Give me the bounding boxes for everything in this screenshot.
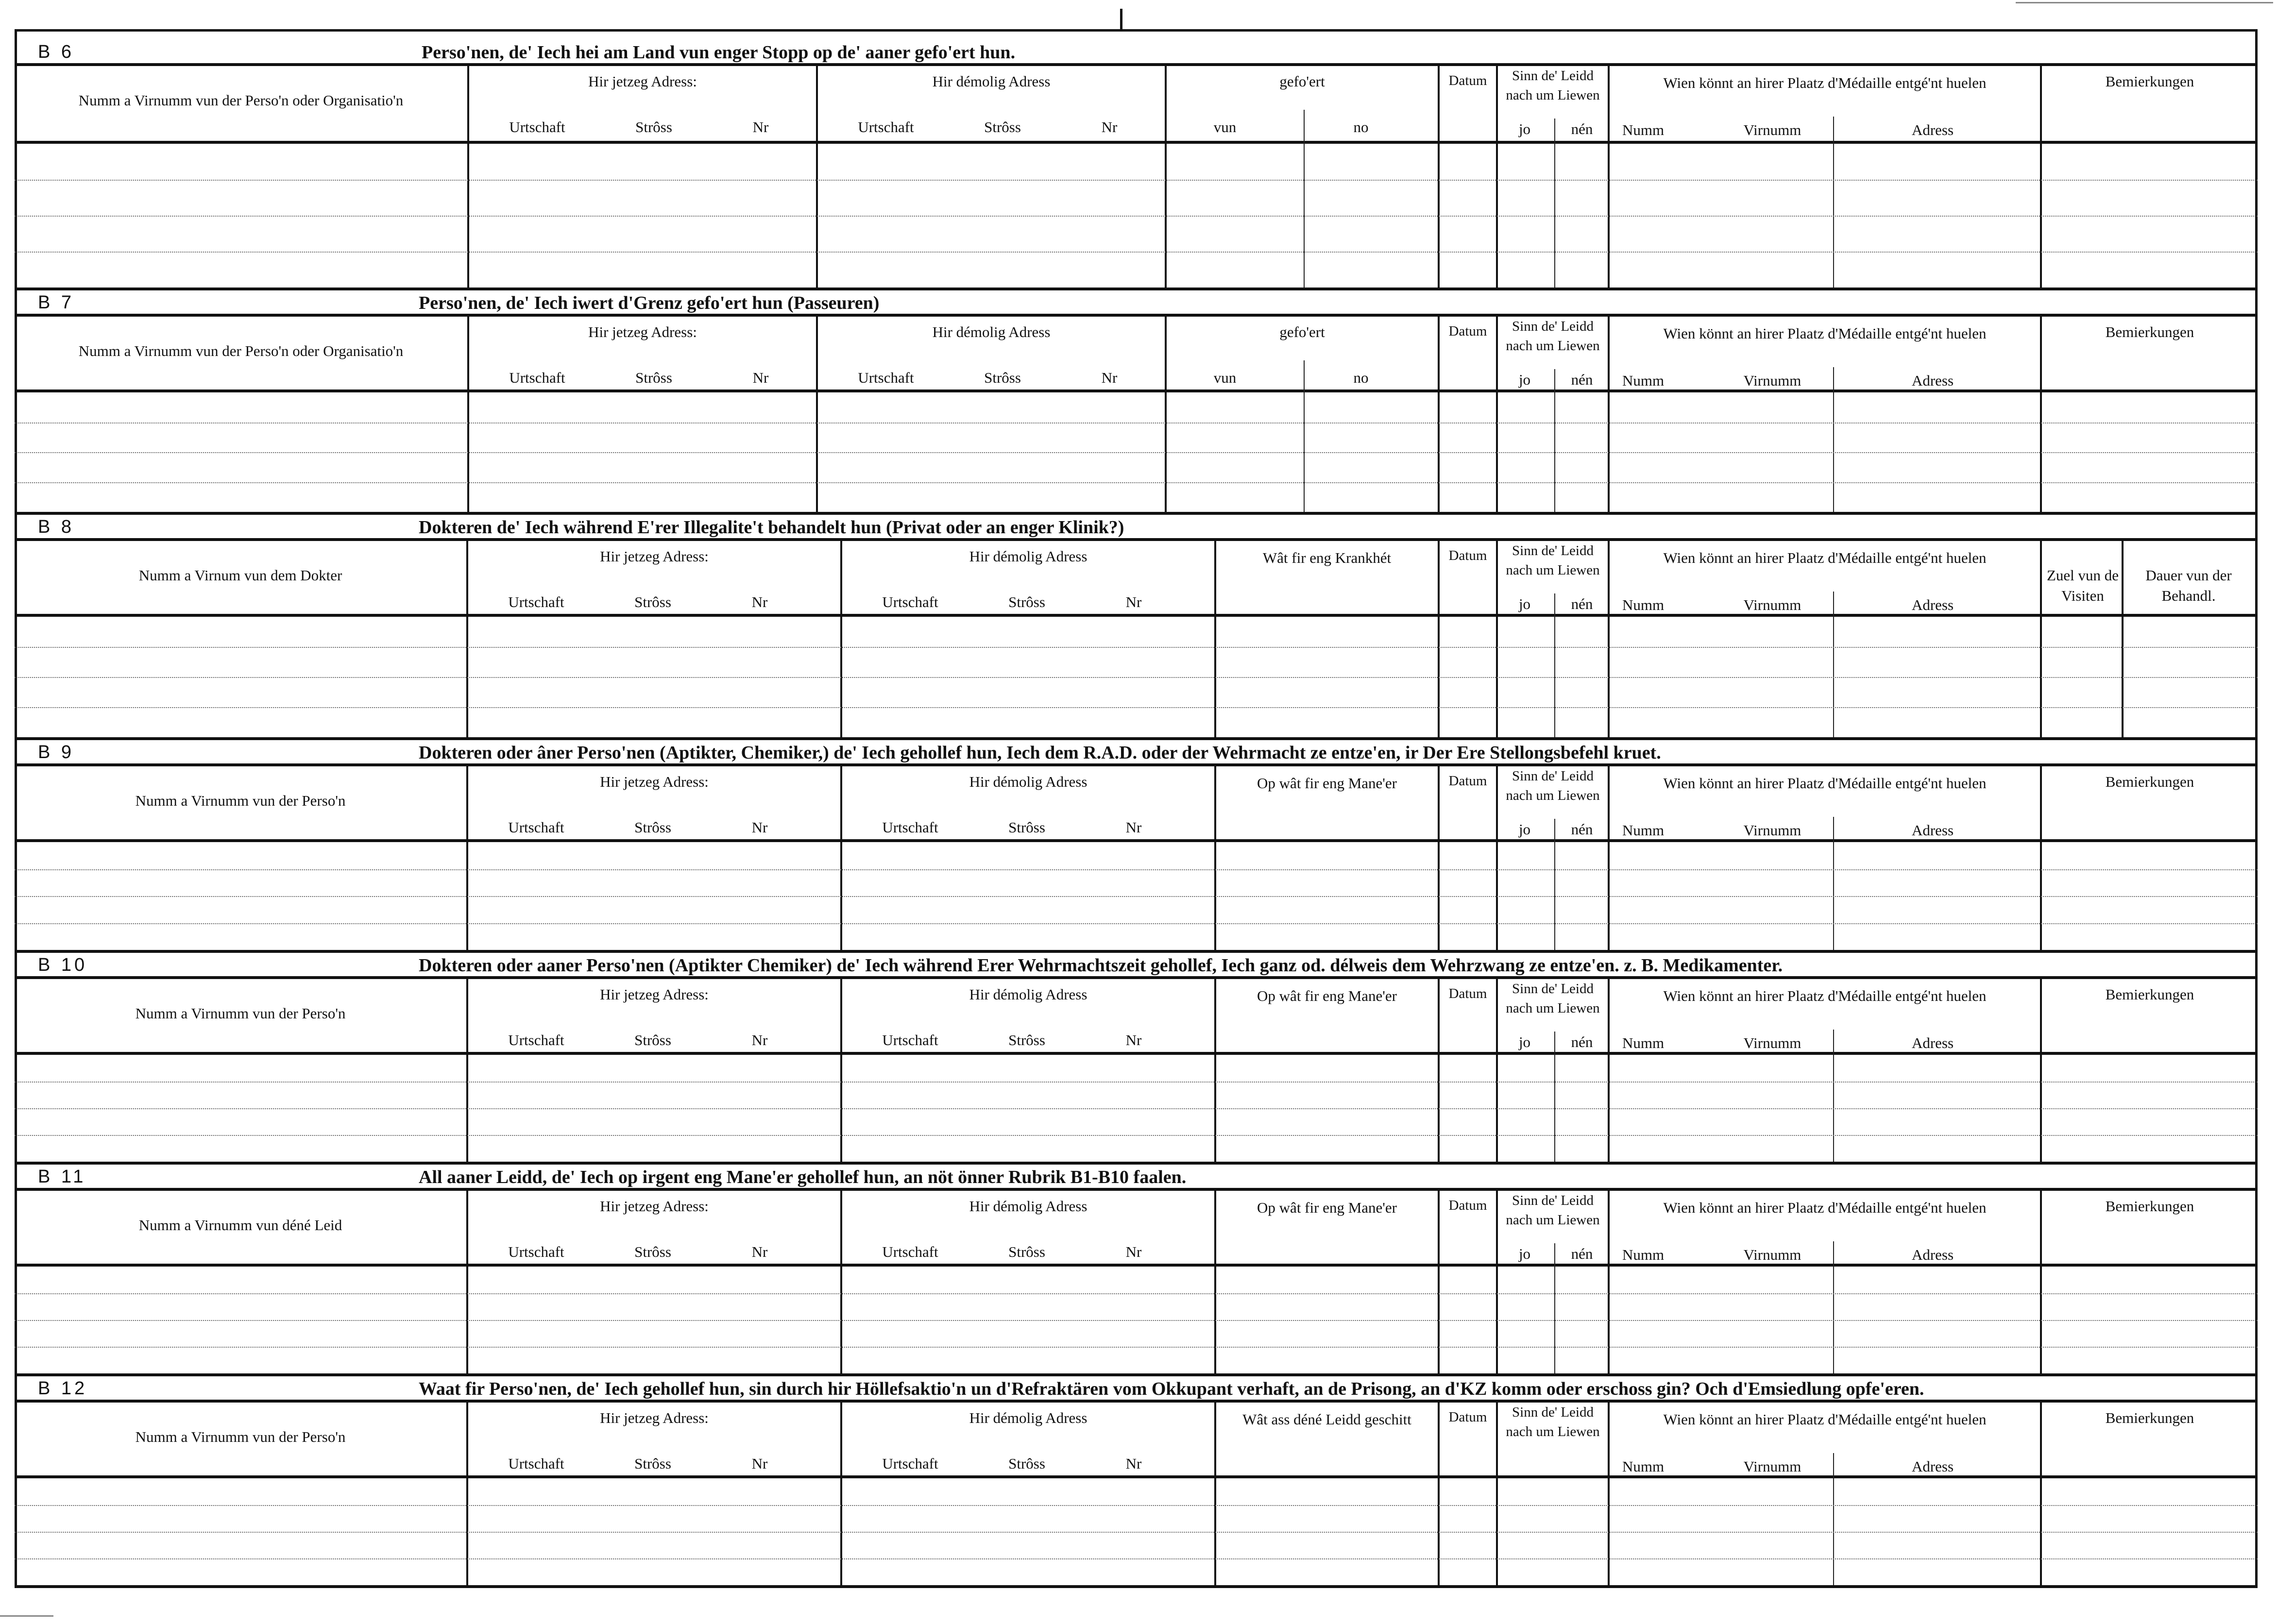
current-address-header: Hir jetzeg Adress: bbox=[588, 323, 697, 340]
from-to-divider bbox=[1304, 110, 1305, 288]
section-b6 bbox=[15, 40, 2258, 290]
section-title: Waat fir Perso'nen, de' Iech gehollef hun, sin durch hir Höllefsaktio'n un d'Refraktären vom Okkupant verhaft, an de Prisong, an d'KZ komm oder erschoss gin? Och d'Emsiedlung opfe'eren. bbox=[419, 1379, 1924, 1399]
yes-no-divider bbox=[1554, 1243, 1555, 1373]
alive-header: Sinn de' Leidd nach um Liewen bbox=[1506, 319, 1600, 354]
former-place-label: Urtschaft bbox=[882, 593, 938, 610]
section-title: Perso'nen, de' Iech iwert d'Grenz gefo'ert hun (Passeuren) bbox=[419, 293, 880, 313]
current-nr-label: Nr bbox=[751, 1455, 768, 1472]
column-divider bbox=[1214, 1191, 1216, 1373]
current-nr-label: Nr bbox=[751, 1032, 768, 1049]
column-divider bbox=[2040, 1403, 2042, 1585]
date-header: Datum bbox=[1448, 773, 1487, 789]
column-divider bbox=[816, 66, 818, 288]
current-nr-label: Nr bbox=[751, 593, 768, 610]
yes-no-divider bbox=[1554, 593, 1555, 737]
former-place-label: Urtschaft bbox=[882, 1243, 938, 1260]
section-b12 bbox=[15, 1376, 2258, 1588]
column-divider bbox=[466, 766, 468, 950]
former-address-header: Hir démolig Adress bbox=[969, 773, 1088, 790]
entry-line[interactable] bbox=[15, 1135, 2258, 1136]
medal-address-label: Adress bbox=[1911, 121, 1954, 138]
entry-line[interactable] bbox=[15, 1347, 2258, 1348]
former-address-header: Hir démolig Adress bbox=[969, 1198, 1088, 1215]
third-column-header: Wât ass déné Leidd geschitt bbox=[1242, 1411, 1411, 1428]
section-code: B 10 bbox=[38, 955, 88, 975]
to-label: no bbox=[1353, 369, 1369, 386]
alive-no-label: nén bbox=[1571, 371, 1593, 388]
medal-name-label: Numm bbox=[1622, 822, 1665, 839]
former-address-header: Hir démolig Adress bbox=[969, 1409, 1088, 1426]
column-divider bbox=[1496, 979, 1498, 1162]
alive-yes-label: jo bbox=[1518, 821, 1531, 838]
remarks-header: Bemierkungen bbox=[2105, 73, 2194, 90]
duration-header: Dauer vun der Behandl. bbox=[2145, 567, 2232, 604]
former-place-label: Urtschaft bbox=[882, 1032, 938, 1049]
person-column-header: Numm a Virnum vun dem Dokter bbox=[138, 567, 342, 584]
current-place-label: Urtschaft bbox=[508, 819, 564, 836]
entry-line[interactable] bbox=[15, 1558, 2258, 1559]
column-divider bbox=[1608, 979, 1610, 1162]
entry-line[interactable] bbox=[15, 482, 2258, 483]
former-address-header: Hir démolig Adress bbox=[932, 73, 1051, 90]
section-b8 bbox=[15, 515, 2258, 740]
current-street-label: Strôss bbox=[634, 593, 671, 610]
former-street-label: Strôss bbox=[984, 369, 1021, 386]
column-header-rule bbox=[15, 839, 2258, 842]
top-center-mark bbox=[1120, 9, 1122, 31]
transport-header: gefo'ert bbox=[1279, 323, 1325, 340]
current-place-label: Urtschaft bbox=[508, 1455, 564, 1472]
former-address-header: Hir démolig Adress bbox=[932, 323, 1051, 340]
medal-name-label: Numm bbox=[1622, 1246, 1665, 1263]
alive-header: Sinn de' Leidd nach um Liewen bbox=[1506, 981, 1600, 1016]
medal-name-label: Numm bbox=[1622, 121, 1665, 138]
from-to-divider bbox=[1304, 360, 1305, 512]
column-header-rule bbox=[15, 1264, 2258, 1267]
column-divider bbox=[1608, 766, 1610, 950]
current-address-header: Hir jetzeg Adress: bbox=[600, 548, 709, 565]
alive-yes-label: jo bbox=[1518, 371, 1531, 388]
current-place-label: Urtschaft bbox=[509, 118, 565, 135]
current-place-label: Urtschaft bbox=[508, 1032, 564, 1049]
firstname-address-divider bbox=[1833, 817, 1834, 950]
transport-header: gefo'ert bbox=[1279, 73, 1325, 90]
column-divider bbox=[1165, 66, 1167, 288]
former-nr-label: Nr bbox=[1125, 1032, 1142, 1049]
medal-firstname-label: Virnumm bbox=[1743, 1458, 1801, 1475]
column-divider bbox=[466, 979, 468, 1162]
section-header-rule bbox=[15, 538, 2258, 541]
medal-address-label: Adress bbox=[1911, 596, 1954, 613]
section-header-rule bbox=[15, 763, 2258, 766]
section-header-rule bbox=[15, 1400, 2258, 1403]
former-address-header: Hir démolig Adress bbox=[969, 548, 1088, 565]
firstname-address-divider bbox=[1833, 117, 1834, 288]
yes-no-divider bbox=[1554, 1032, 1555, 1162]
firstname-address-divider bbox=[1833, 1030, 1834, 1162]
medal-firstname-label: Virnumm bbox=[1743, 1246, 1801, 1263]
entry-line[interactable] bbox=[15, 1532, 2258, 1533]
column-divider bbox=[2040, 766, 2042, 950]
firstname-address-divider bbox=[1833, 367, 1834, 512]
bottom-edge-rule bbox=[0, 1615, 53, 1617]
section-code: B 7 bbox=[38, 292, 75, 313]
entry-line[interactable] bbox=[15, 216, 2258, 217]
former-place-label: Urtschaft bbox=[882, 1455, 938, 1472]
former-nr-label: Nr bbox=[1125, 593, 1142, 610]
column-divider bbox=[840, 979, 842, 1162]
alive-yes-label: jo bbox=[1518, 1245, 1531, 1262]
current-address-header: Hir jetzeg Adress: bbox=[600, 1409, 709, 1426]
alive-no-label: nén bbox=[1571, 1033, 1593, 1050]
former-nr-label: Nr bbox=[1125, 1455, 1142, 1472]
column-divider bbox=[1608, 1191, 1610, 1373]
former-street-label: Strôss bbox=[1008, 593, 1045, 610]
date-header: Datum bbox=[1448, 986, 1487, 1001]
current-street-label: Strôss bbox=[635, 369, 672, 386]
former-nr-label: Nr bbox=[1125, 819, 1142, 836]
section-header-rule bbox=[15, 314, 2258, 317]
section-b9 bbox=[15, 740, 2258, 953]
entry-line[interactable] bbox=[15, 1320, 2258, 1321]
column-divider bbox=[466, 1403, 468, 1585]
firstname-address-divider bbox=[1833, 592, 1834, 737]
former-place-label: Urtschaft bbox=[858, 369, 914, 386]
section-code: B 8 bbox=[38, 517, 75, 537]
alive-header: Sinn de' Leidd nach um Liewen bbox=[1506, 543, 1600, 578]
third-column-header: Op wât fir eng Mane'er bbox=[1257, 775, 1397, 792]
entry-line[interactable] bbox=[15, 452, 2258, 453]
former-nr-label: Nr bbox=[1125, 1243, 1142, 1260]
medal-address-label: Adress bbox=[1911, 822, 1954, 839]
entry-line[interactable] bbox=[15, 647, 2258, 648]
column-divider bbox=[2040, 1191, 2042, 1373]
alive-yes-label: jo bbox=[1518, 1033, 1531, 1050]
section-header-rule bbox=[15, 1188, 2258, 1191]
former-nr-label: Nr bbox=[1101, 369, 1118, 386]
column-header-rule bbox=[15, 614, 2258, 617]
current-street-label: Strôss bbox=[635, 118, 672, 135]
column-divider bbox=[1438, 66, 1440, 288]
section-bottom-rule bbox=[15, 1585, 2258, 1588]
medal-firstname-label: Virnumm bbox=[1743, 1034, 1801, 1051]
column-divider bbox=[1496, 66, 1498, 288]
current-address-header: Hir jetzeg Adress: bbox=[588, 73, 697, 90]
current-address-header: Hir jetzeg Adress: bbox=[600, 1198, 709, 1215]
section-title: Dokteren oder aaner Perso'nen (Aptikter Chemiker) de' Iech während Erer Wehrmachtszeit gehollef, Iech ganz od. délweis dem Wehrzwang ze entze'en. z. B. Medikamenter. bbox=[419, 955, 1783, 976]
current-street-label: Strôss bbox=[634, 819, 671, 836]
column-divider bbox=[466, 1191, 468, 1373]
from-label: vun bbox=[1213, 118, 1237, 135]
entry-line[interactable] bbox=[15, 1505, 2258, 1506]
date-header: Datum bbox=[1448, 323, 1487, 339]
section-title: Dokteren de' Iech während E'rer Illegalite't behandelt hun (Privat oder an enger Klinik?) bbox=[419, 517, 1124, 538]
section-title: Perso'nen, de' Iech hei am Land vun enger Stopp op de' aaner gefo'ert hun. bbox=[422, 42, 1016, 63]
column-header-rule bbox=[15, 1475, 2258, 1478]
medal-header: Wien könnt an hirer Plaatz d'Médaille entgé'nt huelen bbox=[1663, 987, 1987, 1004]
top-edge-rule bbox=[2016, 2, 2273, 3]
alive-header: Sinn de' Leidd nach um Liewen bbox=[1506, 1193, 1600, 1228]
medal-address-label: Adress bbox=[1911, 1034, 1954, 1051]
column-divider bbox=[1608, 66, 1610, 288]
visits-header: Zuel vun de Visiten bbox=[2046, 567, 2119, 604]
former-street-label: Strôss bbox=[1008, 1243, 1045, 1260]
former-place-label: Urtschaft bbox=[882, 819, 938, 836]
firstname-address-divider bbox=[1833, 1453, 1834, 1585]
alive-no-label: nén bbox=[1571, 1245, 1593, 1262]
medal-header: Wien könnt an hirer Plaatz d'Médaille entgé'nt huelen bbox=[1663, 1199, 1987, 1216]
alive-header: Sinn de' Leidd nach um Liewen bbox=[1506, 68, 1600, 103]
entry-line[interactable] bbox=[15, 896, 2258, 897]
medal-name-label: Numm bbox=[1622, 1458, 1665, 1475]
medal-firstname-label: Virnumm bbox=[1743, 372, 1801, 389]
column-header-rule bbox=[15, 389, 2258, 392]
medal-header: Wien könnt an hirer Plaatz d'Médaille entgé'nt huelen bbox=[1663, 1411, 1987, 1428]
current-street-label: Strôss bbox=[634, 1243, 671, 1260]
alive-no-label: nén bbox=[1571, 821, 1593, 838]
current-street-label: Strôss bbox=[634, 1455, 671, 1472]
to-label: no bbox=[1353, 118, 1369, 135]
section-title: All aaner Leidd, de' Iech op irgent eng Mane'er gehollef hun, an nöt önner Rubrik B1-B10 faalen. bbox=[419, 1167, 1187, 1187]
entry-line[interactable] bbox=[15, 252, 2258, 253]
section-code: B 6 bbox=[38, 42, 75, 62]
remarks-header: Bemierkungen bbox=[2105, 323, 2194, 340]
yes-no-divider bbox=[1554, 819, 1555, 950]
column-divider bbox=[1438, 979, 1440, 1162]
former-nr-label: Nr bbox=[1101, 118, 1118, 135]
former-address-header: Hir démolig Adress bbox=[969, 986, 1088, 1003]
alive-no-label: nén bbox=[1571, 595, 1593, 612]
yes-no-divider bbox=[1554, 118, 1555, 288]
medal-firstname-label: Virnumm bbox=[1743, 121, 1801, 138]
remarks-header: Bemierkungen bbox=[2105, 1198, 2194, 1215]
remarks-header: Bemierkungen bbox=[2105, 773, 2194, 790]
current-place-label: Urtschaft bbox=[508, 1243, 564, 1260]
alive-yes-label: jo bbox=[1518, 595, 1531, 612]
former-street-label: Strôss bbox=[1008, 819, 1045, 836]
current-nr-label: Nr bbox=[751, 819, 768, 836]
remarks-header: Bemierkungen bbox=[2105, 1409, 2194, 1426]
entry-line[interactable] bbox=[15, 1108, 2258, 1109]
former-street-label: Strôss bbox=[1008, 1032, 1045, 1049]
current-street-label: Strôss bbox=[634, 1032, 671, 1049]
person-column-header: Numm a Virnumm vun der Perso'n oder Organisatio'n bbox=[78, 342, 404, 359]
current-nr-label: Nr bbox=[752, 369, 769, 386]
alive-header: Sinn de' Leidd nach um Liewen bbox=[1506, 1404, 1600, 1439]
section-code: B 12 bbox=[38, 1378, 88, 1399]
current-address-header: Hir jetzeg Adress: bbox=[600, 986, 709, 1003]
entry-line[interactable] bbox=[15, 869, 2258, 870]
entry-line[interactable] bbox=[15, 1082, 2258, 1083]
column-divider bbox=[2040, 66, 2042, 288]
medal-name-label: Numm bbox=[1622, 596, 1665, 613]
medal-firstname-label: Virnumm bbox=[1743, 596, 1801, 613]
remarks-header: Bemierkungen bbox=[2105, 986, 2194, 1003]
alive-header: Sinn de' Leidd nach um Liewen bbox=[1506, 768, 1600, 803]
column-divider bbox=[1496, 766, 1498, 950]
column-header-rule bbox=[15, 141, 2258, 144]
section-b10 bbox=[15, 953, 2258, 1165]
medal-header: Wien könnt an hirer Plaatz d'Médaille entgé'nt huelen bbox=[1663, 74, 1987, 91]
section-code: B 11 bbox=[38, 1167, 86, 1187]
person-column-header: Numm a Virnumm vun der Perso'n bbox=[135, 1005, 346, 1022]
section-b7 bbox=[15, 290, 2258, 515]
current-nr-label: Nr bbox=[751, 1243, 768, 1260]
section-header-rule bbox=[15, 976, 2258, 979]
person-column-header: Numm a Virnumm vun der Perso'n bbox=[135, 792, 346, 809]
column-divider bbox=[1214, 766, 1216, 950]
column-divider bbox=[840, 766, 842, 950]
column-divider bbox=[1438, 1191, 1440, 1373]
person-column-header: Numm a Virnumm vun déné Leid bbox=[138, 1217, 342, 1234]
entry-line[interactable] bbox=[15, 677, 2258, 678]
column-divider bbox=[1214, 1403, 1216, 1585]
column-divider bbox=[1438, 1403, 1440, 1585]
column-divider bbox=[1438, 766, 1440, 950]
alive-no-label: nén bbox=[1571, 120, 1593, 137]
third-column-header: Op wât fir eng Mane'er bbox=[1257, 987, 1397, 1004]
from-label: vun bbox=[1213, 369, 1237, 386]
medal-name-label: Numm bbox=[1622, 1034, 1665, 1051]
column-header-rule bbox=[15, 1052, 2258, 1055]
medal-header: Wien könnt an hirer Plaatz d'Médaille entgé'nt huelen bbox=[1663, 549, 1987, 566]
former-place-label: Urtschaft bbox=[858, 118, 914, 135]
section-header-rule bbox=[15, 63, 2258, 66]
firstname-address-divider bbox=[1833, 1241, 1834, 1373]
medal-address-label: Adress bbox=[1911, 372, 1954, 389]
section-b11 bbox=[15, 1165, 2258, 1376]
section-code: B 9 bbox=[38, 742, 75, 762]
column-divider bbox=[840, 1191, 842, 1373]
date-header: Datum bbox=[1448, 1198, 1487, 1213]
entry-line[interactable] bbox=[15, 1293, 2258, 1294]
entry-line[interactable] bbox=[15, 707, 2258, 708]
medal-address-label: Adress bbox=[1911, 1458, 1954, 1475]
column-divider bbox=[467, 66, 469, 288]
current-address-header: Hir jetzeg Adress: bbox=[600, 773, 709, 790]
person-column-header: Numm a Virnumm vun der Perso'n oder Organisatio'n bbox=[78, 92, 404, 109]
medal-header: Wien könnt an hirer Plaatz d'Médaille entgé'nt huelen bbox=[1663, 775, 1987, 792]
entry-line[interactable] bbox=[15, 180, 2258, 181]
current-place-label: Urtschaft bbox=[509, 369, 565, 386]
alive-yes-label: jo bbox=[1518, 120, 1531, 137]
current-place-label: Urtschaft bbox=[508, 593, 564, 610]
entry-line[interactable] bbox=[15, 923, 2258, 924]
former-street-label: Strôss bbox=[984, 118, 1021, 135]
column-divider bbox=[1496, 1403, 1498, 1585]
column-divider bbox=[840, 1403, 842, 1585]
column-divider bbox=[1608, 1403, 1610, 1585]
date-header: Datum bbox=[1448, 1409, 1487, 1425]
medal-firstname-label: Virnumm bbox=[1743, 822, 1801, 839]
date-header: Datum bbox=[1448, 548, 1487, 563]
column-divider bbox=[2040, 979, 2042, 1162]
medal-address-label: Adress bbox=[1911, 1246, 1954, 1263]
medal-name-label: Numm bbox=[1622, 372, 1665, 389]
yes-no-divider bbox=[1554, 369, 1555, 512]
section-title: Dokteren oder âner Perso'nen (Aptikter, Chemiker,) de' Iech gehollef hun, Iech dem R.A.D. oder der Wehrmacht ze entze'en, ir Der Ere Stellongsbefehl kruet. bbox=[419, 743, 1661, 763]
medal-header: Wien könnt an hirer Plaatz d'Médaille entgé'nt huelen bbox=[1663, 325, 1987, 342]
former-street-label: Strôss bbox=[1008, 1455, 1045, 1472]
column-divider bbox=[1496, 1191, 1498, 1373]
column-divider bbox=[1214, 979, 1216, 1162]
current-nr-label: Nr bbox=[752, 118, 769, 135]
third-column-header: Wât fir eng Krankhét bbox=[1262, 549, 1392, 566]
date-header: Datum bbox=[1448, 73, 1487, 88]
third-column-header: Op wât fir eng Mane'er bbox=[1257, 1199, 1397, 1216]
person-column-header: Numm a Virnumm vun der Perso'n bbox=[135, 1428, 346, 1445]
